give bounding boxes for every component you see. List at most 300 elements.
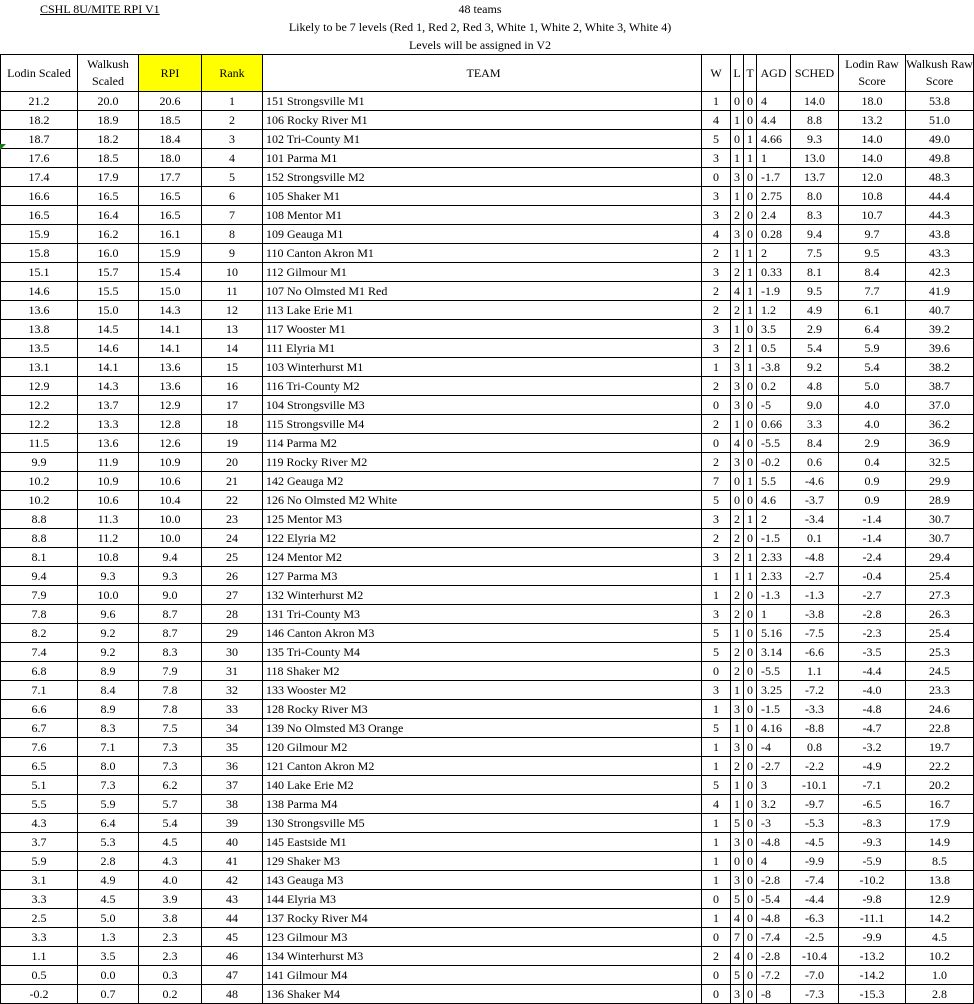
walkush-scaled-cell[interactable]: 18.5 (78, 149, 139, 168)
sched-cell[interactable]: -7.4 (791, 871, 839, 890)
wins-cell[interactable]: 5 (702, 643, 731, 662)
col-header-agd[interactable]: AGD (757, 55, 791, 92)
col-header-team[interactable]: TEAM (263, 55, 702, 92)
walkush-raw-cell[interactable]: 25.3 (906, 643, 974, 662)
rpi-cell[interactable]: 12.6 (139, 434, 202, 453)
ties-cell[interactable]: 0 (744, 814, 757, 833)
sched-cell[interactable]: 0.8 (791, 738, 839, 757)
lodin-scaled-cell[interactable]: 6.6 (1, 700, 78, 719)
rank-cell[interactable]: 28 (202, 605, 263, 624)
walkush-scaled-cell[interactable]: 13.3 (78, 415, 139, 434)
wins-cell[interactable]: 3 (702, 510, 731, 529)
walkush-raw-cell[interactable]: 20.2 (906, 776, 974, 795)
rank-cell[interactable]: 17 (202, 396, 263, 415)
sched-cell[interactable]: -3.3 (791, 700, 839, 719)
lodin-scaled-cell[interactable]: 9.9 (1, 453, 78, 472)
walkush-raw-cell[interactable]: 40.7 (906, 301, 974, 320)
losses-cell[interactable]: 1 (731, 111, 744, 130)
losses-cell[interactable]: 2 (731, 206, 744, 225)
agd-cell[interactable]: 4.4 (757, 111, 791, 130)
ties-cell[interactable]: 1 (744, 263, 757, 282)
lodin-scaled-cell[interactable]: 4.3 (1, 814, 78, 833)
walkush-raw-cell[interactable]: 4.5 (906, 928, 974, 947)
rank-cell[interactable]: 4 (202, 149, 263, 168)
lodin-scaled-cell[interactable]: 14.6 (1, 282, 78, 301)
col-header-sched[interactable]: SCHED (791, 55, 839, 92)
rpi-cell[interactable]: 15.9 (139, 244, 202, 263)
lodin-raw-cell[interactable]: -7.1 (839, 776, 906, 795)
team-cell[interactable]: 135 Tri-County M4 (263, 643, 702, 662)
team-cell[interactable]: 127 Parma M3 (263, 567, 702, 586)
lodin-raw-cell[interactable]: -2.7 (839, 586, 906, 605)
team-cell[interactable]: 114 Parma M2 (263, 434, 702, 453)
lodin-raw-cell[interactable]: -4.8 (839, 700, 906, 719)
wins-cell[interactable]: 3 (702, 149, 731, 168)
lodin-scaled-cell[interactable]: 1.1 (1, 947, 78, 966)
losses-cell[interactable]: 3 (731, 396, 744, 415)
rpi-cell[interactable]: 14.1 (139, 320, 202, 339)
agd-cell[interactable]: 4 (757, 852, 791, 871)
team-cell[interactable]: 140 Lake Erie M2 (263, 776, 702, 795)
lodin-raw-cell[interactable]: -2.8 (839, 605, 906, 624)
losses-cell[interactable]: 5 (731, 890, 744, 909)
walkush-raw-cell[interactable]: 13.8 (906, 871, 974, 890)
lodin-scaled-cell[interactable]: 21.2 (1, 92, 78, 111)
walkush-raw-cell[interactable]: 39.6 (906, 339, 974, 358)
sched-cell[interactable]: -2.2 (791, 757, 839, 776)
walkush-raw-cell[interactable]: 16.7 (906, 795, 974, 814)
wins-cell[interactable]: 7 (702, 472, 731, 491)
wins-cell[interactable]: 5 (702, 624, 731, 643)
lodin-scaled-cell[interactable]: 7.8 (1, 605, 78, 624)
team-cell[interactable]: 142 Geauga M2 (263, 472, 702, 491)
rank-cell[interactable]: 15 (202, 358, 263, 377)
wins-cell[interactable]: 1 (702, 871, 731, 890)
agd-cell[interactable]: 0.66 (757, 415, 791, 434)
wins-cell[interactable]: 1 (702, 567, 731, 586)
agd-cell[interactable]: 5.16 (757, 624, 791, 643)
rpi-cell[interactable]: 16.5 (139, 187, 202, 206)
walkush-scaled-cell[interactable]: 4.5 (78, 890, 139, 909)
walkush-raw-cell[interactable]: 36.2 (906, 415, 974, 434)
agd-cell[interactable]: 4.6 (757, 491, 791, 510)
sched-cell[interactable]: 8.3 (791, 206, 839, 225)
lodin-raw-cell[interactable]: -3.5 (839, 643, 906, 662)
wins-cell[interactable]: 0 (702, 890, 731, 909)
walkush-scaled-cell[interactable]: 6.4 (78, 814, 139, 833)
ties-cell[interactable]: 0 (744, 947, 757, 966)
ties-cell[interactable]: 1 (744, 358, 757, 377)
lodin-scaled-cell[interactable]: 3.7 (1, 833, 78, 852)
walkush-raw-cell[interactable]: 22.8 (906, 719, 974, 738)
losses-cell[interactable]: 2 (731, 643, 744, 662)
agd-cell[interactable]: -7.4 (757, 928, 791, 947)
rank-cell[interactable]: 23 (202, 510, 263, 529)
walkush-raw-cell[interactable]: 26.3 (906, 605, 974, 624)
sched-cell[interactable]: -4.4 (791, 890, 839, 909)
rpi-cell[interactable]: 15.0 (139, 282, 202, 301)
lodin-scaled-cell[interactable]: 7.1 (1, 681, 78, 700)
lodin-raw-cell[interactable]: 2.9 (839, 434, 906, 453)
lodin-raw-cell[interactable]: 6.1 (839, 301, 906, 320)
team-cell[interactable]: 138 Parma M4 (263, 795, 702, 814)
rank-cell[interactable]: 45 (202, 928, 263, 947)
sched-cell[interactable]: -7.0 (791, 966, 839, 985)
sched-cell[interactable]: -2.5 (791, 928, 839, 947)
rank-cell[interactable]: 41 (202, 852, 263, 871)
wins-cell[interactable]: 3 (702, 548, 731, 567)
rank-cell[interactable]: 6 (202, 187, 263, 206)
ties-cell[interactable]: 0 (744, 529, 757, 548)
lodin-scaled-cell[interactable]: 5.5 (1, 795, 78, 814)
rpi-cell[interactable]: 10.4 (139, 491, 202, 510)
lodin-raw-cell[interactable]: -10.2 (839, 871, 906, 890)
wins-cell[interactable]: 2 (702, 529, 731, 548)
agd-cell[interactable]: 2 (757, 244, 791, 263)
lodin-raw-cell[interactable]: -5.9 (839, 852, 906, 871)
agd-cell[interactable]: -1.5 (757, 700, 791, 719)
ties-cell[interactable]: 0 (744, 187, 757, 206)
walkush-scaled-cell[interactable]: 0.7 (78, 985, 139, 1004)
walkush-raw-cell[interactable]: 43.8 (906, 225, 974, 244)
rank-cell[interactable]: 43 (202, 890, 263, 909)
lodin-raw-cell[interactable]: 10.7 (839, 206, 906, 225)
team-cell[interactable]: 146 Canton Akron M3 (263, 624, 702, 643)
rpi-cell[interactable]: 16.1 (139, 225, 202, 244)
wins-cell[interactable]: 5 (702, 130, 731, 149)
ties-cell[interactable]: 0 (744, 586, 757, 605)
lodin-raw-cell[interactable]: -2.3 (839, 624, 906, 643)
ties-cell[interactable]: 0 (744, 377, 757, 396)
walkush-scaled-cell[interactable]: 16.0 (78, 244, 139, 263)
lodin-scaled-cell[interactable]: 2.5 (1, 909, 78, 928)
rpi-cell[interactable]: 7.9 (139, 662, 202, 681)
agd-cell[interactable]: -5 (757, 396, 791, 415)
agd-cell[interactable]: 4 (757, 92, 791, 111)
agd-cell[interactable]: -1.7 (757, 168, 791, 187)
walkush-raw-cell[interactable]: 14.2 (906, 909, 974, 928)
rank-cell[interactable]: 9 (202, 244, 263, 263)
lodin-scaled-cell[interactable]: 6.7 (1, 719, 78, 738)
walkush-scaled-cell[interactable]: 20.0 (78, 92, 139, 111)
wins-cell[interactable]: 2 (702, 453, 731, 472)
rpi-cell[interactable]: 20.6 (139, 92, 202, 111)
losses-cell[interactable]: 1 (731, 415, 744, 434)
team-cell[interactable]: 120 Gilmour M2 (263, 738, 702, 757)
walkush-scaled-cell[interactable]: 16.2 (78, 225, 139, 244)
losses-cell[interactable]: 1 (731, 187, 744, 206)
lodin-scaled-cell[interactable]: 8.2 (1, 624, 78, 643)
wins-cell[interactable]: 1 (702, 738, 731, 757)
walkush-scaled-cell[interactable]: 9.2 (78, 643, 139, 662)
rank-cell[interactable]: 14 (202, 339, 263, 358)
walkush-scaled-cell[interactable]: 18.2 (78, 130, 139, 149)
rank-cell[interactable]: 3 (202, 130, 263, 149)
sched-cell[interactable]: 13.0 (791, 149, 839, 168)
rpi-cell[interactable]: 17.7 (139, 168, 202, 187)
lodin-scaled-cell[interactable]: 8.8 (1, 529, 78, 548)
sched-cell[interactable]: -8.8 (791, 719, 839, 738)
sched-cell[interactable]: -7.3 (791, 985, 839, 1004)
walkush-scaled-cell[interactable]: 8.9 (78, 662, 139, 681)
sched-cell[interactable]: 7.5 (791, 244, 839, 263)
team-cell[interactable]: 131 Tri-County M3 (263, 605, 702, 624)
ties-cell[interactable]: 0 (744, 111, 757, 130)
rank-cell[interactable]: 20 (202, 453, 263, 472)
sched-cell[interactable]: 8.4 (791, 434, 839, 453)
col-header-walkush-scaled[interactable]: Walkush Scaled (78, 55, 139, 92)
agd-cell[interactable]: -2.8 (757, 947, 791, 966)
lodin-scaled-cell[interactable]: 15.1 (1, 263, 78, 282)
team-cell[interactable]: 104 Strongsville M3 (263, 396, 702, 415)
lodin-scaled-cell[interactable]: 7.4 (1, 643, 78, 662)
rpi-cell[interactable]: 7.8 (139, 700, 202, 719)
lodin-raw-cell[interactable]: -4.0 (839, 681, 906, 700)
walkush-scaled-cell[interactable]: 11.9 (78, 453, 139, 472)
walkush-raw-cell[interactable]: 49.0 (906, 130, 974, 149)
team-cell[interactable]: 113 Lake Erie M1 (263, 301, 702, 320)
wins-cell[interactable]: 2 (702, 377, 731, 396)
rank-cell[interactable]: 44 (202, 909, 263, 928)
walkush-raw-cell[interactable]: 24.5 (906, 662, 974, 681)
lodin-raw-cell[interactable]: -9.8 (839, 890, 906, 909)
ties-cell[interactable]: 1 (744, 149, 757, 168)
rpi-cell[interactable]: 8.7 (139, 624, 202, 643)
ties-cell[interactable]: 1 (744, 339, 757, 358)
agd-cell[interactable]: 0.28 (757, 225, 791, 244)
rank-cell[interactable]: 40 (202, 833, 263, 852)
walkush-raw-cell[interactable]: 14.9 (906, 833, 974, 852)
rank-cell[interactable]: 39 (202, 814, 263, 833)
agd-cell[interactable]: -1.3 (757, 586, 791, 605)
walkush-scaled-cell[interactable]: 5.9 (78, 795, 139, 814)
rank-cell[interactable]: 26 (202, 567, 263, 586)
walkush-scaled-cell[interactable]: 8.4 (78, 681, 139, 700)
losses-cell[interactable]: 3 (731, 453, 744, 472)
wins-cell[interactable]: 1 (702, 700, 731, 719)
rpi-cell[interactable]: 14.3 (139, 301, 202, 320)
rpi-cell[interactable]: 4.0 (139, 871, 202, 890)
ties-cell[interactable]: 0 (744, 415, 757, 434)
wins-cell[interactable]: 1 (702, 358, 731, 377)
agd-cell[interactable]: 3 (757, 776, 791, 795)
sched-cell[interactable]: 4.8 (791, 377, 839, 396)
rank-cell[interactable]: 24 (202, 529, 263, 548)
wins-cell[interactable]: 2 (702, 282, 731, 301)
walkush-raw-cell[interactable]: 27.3 (906, 586, 974, 605)
sched-cell[interactable]: -2.7 (791, 567, 839, 586)
wins-cell[interactable]: 0 (702, 168, 731, 187)
lodin-raw-cell[interactable]: -0.4 (839, 567, 906, 586)
agd-cell[interactable]: -7.2 (757, 966, 791, 985)
agd-cell[interactable]: -8 (757, 985, 791, 1004)
rank-cell[interactable]: 27 (202, 586, 263, 605)
wins-cell[interactable]: 3 (702, 681, 731, 700)
lodin-scaled-cell[interactable]: 16.6 (1, 187, 78, 206)
lodin-scaled-cell[interactable]: 15.9 (1, 225, 78, 244)
walkush-raw-cell[interactable]: 10.2 (906, 947, 974, 966)
rank-cell[interactable]: 13 (202, 320, 263, 339)
team-cell[interactable]: 124 Mentor M2 (263, 548, 702, 567)
walkush-scaled-cell[interactable]: 11.3 (78, 510, 139, 529)
col-header-lodin-scaled[interactable]: Lodin Scaled (1, 55, 78, 92)
sched-cell[interactable]: -6.3 (791, 909, 839, 928)
wins-cell[interactable]: 4 (702, 225, 731, 244)
col-header-lodin-raw[interactable]: Lodin Raw Score (839, 55, 906, 92)
wins-cell[interactable]: 1 (702, 814, 731, 833)
sched-cell[interactable]: -1.3 (791, 586, 839, 605)
losses-cell[interactable]: 3 (731, 700, 744, 719)
losses-cell[interactable]: 0 (731, 92, 744, 111)
walkush-raw-cell[interactable]: 19.7 (906, 738, 974, 757)
team-cell[interactable]: 128 Rocky River M3 (263, 700, 702, 719)
sched-cell[interactable]: 14.0 (791, 92, 839, 111)
rpi-cell[interactable]: 7.3 (139, 757, 202, 776)
lodin-raw-cell[interactable]: 0.9 (839, 491, 906, 510)
rpi-cell[interactable]: 13.6 (139, 358, 202, 377)
lodin-scaled-cell[interactable]: 12.2 (1, 415, 78, 434)
agd-cell[interactable]: 0.33 (757, 263, 791, 282)
sched-cell[interactable]: 2.9 (791, 320, 839, 339)
sched-cell[interactable]: 1.1 (791, 662, 839, 681)
lodin-raw-cell[interactable]: -14.2 (839, 966, 906, 985)
ties-cell[interactable]: 1 (744, 510, 757, 529)
sched-cell[interactable]: -10.1 (791, 776, 839, 795)
agd-cell[interactable]: -4 (757, 738, 791, 757)
ties-cell[interactable]: 0 (744, 871, 757, 890)
agd-cell[interactable]: 4.66 (757, 130, 791, 149)
team-cell[interactable]: 151 Strongsville M1 (263, 92, 702, 111)
walkush-raw-cell[interactable]: 36.9 (906, 434, 974, 453)
walkush-raw-cell[interactable]: 49.8 (906, 149, 974, 168)
losses-cell[interactable]: 1 (731, 244, 744, 263)
team-cell[interactable]: 130 Strongsville M5 (263, 814, 702, 833)
rank-cell[interactable]: 12 (202, 301, 263, 320)
team-cell[interactable]: 103 Winterhurst M1 (263, 358, 702, 377)
sched-cell[interactable]: 8.0 (791, 187, 839, 206)
wins-cell[interactable]: 2 (702, 301, 731, 320)
walkush-raw-cell[interactable]: 53.8 (906, 92, 974, 111)
rpi-cell[interactable]: 10.9 (139, 453, 202, 472)
walkush-raw-cell[interactable]: 42.3 (906, 263, 974, 282)
sched-cell[interactable]: -7.5 (791, 624, 839, 643)
walkush-scaled-cell[interactable]: 0.0 (78, 966, 139, 985)
agd-cell[interactable]: -4.8 (757, 909, 791, 928)
lodin-scaled-cell[interactable]: 10.2 (1, 491, 78, 510)
wins-cell[interactable]: 1 (702, 909, 731, 928)
wins-cell[interactable]: 0 (702, 928, 731, 947)
rank-cell[interactable]: 19 (202, 434, 263, 453)
rank-cell[interactable]: 38 (202, 795, 263, 814)
lodin-raw-cell[interactable]: 0.9 (839, 472, 906, 491)
losses-cell[interactable]: 2 (731, 510, 744, 529)
walkush-raw-cell[interactable]: 44.3 (906, 206, 974, 225)
rpi-cell[interactable]: 7.8 (139, 681, 202, 700)
walkush-scaled-cell[interactable]: 2.8 (78, 852, 139, 871)
team-cell[interactable]: 125 Mentor M3 (263, 510, 702, 529)
walkush-scaled-cell[interactable]: 3.5 (78, 947, 139, 966)
wins-cell[interactable]: 1 (702, 833, 731, 852)
agd-cell[interactable]: 0.2 (757, 377, 791, 396)
rpi-cell[interactable]: 5.7 (139, 795, 202, 814)
lodin-raw-cell[interactable]: 8.4 (839, 263, 906, 282)
walkush-raw-cell[interactable]: 8.5 (906, 852, 974, 871)
walkush-raw-cell[interactable]: 25.4 (906, 567, 974, 586)
team-cell[interactable]: 101 Parma M1 (263, 149, 702, 168)
losses-cell[interactable]: 0 (731, 852, 744, 871)
rank-cell[interactable]: 10 (202, 263, 263, 282)
lodin-raw-cell[interactable]: 18.0 (839, 92, 906, 111)
ties-cell[interactable]: 0 (744, 776, 757, 795)
sched-cell[interactable]: 9.5 (791, 282, 839, 301)
rpi-cell[interactable]: 4.5 (139, 833, 202, 852)
wins-cell[interactable]: 0 (702, 966, 731, 985)
walkush-scaled-cell[interactable]: 1.3 (78, 928, 139, 947)
lodin-raw-cell[interactable]: -9.9 (839, 928, 906, 947)
ties-cell[interactable]: 0 (744, 206, 757, 225)
wins-cell[interactable]: 3 (702, 263, 731, 282)
losses-cell[interactable]: 3 (731, 168, 744, 187)
sched-cell[interactable]: -4.5 (791, 833, 839, 852)
ties-cell[interactable]: 1 (744, 548, 757, 567)
walkush-scaled-cell[interactable]: 7.3 (78, 776, 139, 795)
lodin-raw-cell[interactable]: -3.2 (839, 738, 906, 757)
losses-cell[interactable]: 1 (731, 567, 744, 586)
wins-cell[interactable]: 0 (702, 662, 731, 681)
lodin-raw-cell[interactable]: -6.5 (839, 795, 906, 814)
losses-cell[interactable]: 3 (731, 833, 744, 852)
walkush-scaled-cell[interactable]: 8.3 (78, 719, 139, 738)
walkush-scaled-cell[interactable]: 15.7 (78, 263, 139, 282)
ties-cell[interactable]: 0 (744, 643, 757, 662)
agd-cell[interactable]: -2.8 (757, 871, 791, 890)
col-header-walkush-raw[interactable]: Walkush Raw Score (906, 55, 974, 92)
ties-cell[interactable]: 0 (744, 757, 757, 776)
rank-cell[interactable]: 11 (202, 282, 263, 301)
walkush-scaled-cell[interactable]: 14.3 (78, 377, 139, 396)
walkush-raw-cell[interactable]: 48.3 (906, 168, 974, 187)
agd-cell[interactable]: 4.16 (757, 719, 791, 738)
rank-cell[interactable]: 7 (202, 206, 263, 225)
rank-cell[interactable]: 37 (202, 776, 263, 795)
agd-cell[interactable]: -1.9 (757, 282, 791, 301)
wins-cell[interactable]: 5 (702, 719, 731, 738)
rpi-cell[interactable]: 8.3 (139, 643, 202, 662)
agd-cell[interactable]: 2.33 (757, 567, 791, 586)
team-cell[interactable]: 112 Gilmour M1 (263, 263, 702, 282)
losses-cell[interactable]: 1 (731, 320, 744, 339)
rpi-cell[interactable]: 9.0 (139, 586, 202, 605)
rank-cell[interactable]: 42 (202, 871, 263, 890)
lodin-raw-cell[interactable]: 5.9 (839, 339, 906, 358)
ties-cell[interactable]: 0 (744, 434, 757, 453)
sched-cell[interactable]: -3.4 (791, 510, 839, 529)
ties-cell[interactable]: 0 (744, 966, 757, 985)
rank-cell[interactable]: 1 (202, 92, 263, 111)
walkush-raw-cell[interactable]: 29.9 (906, 472, 974, 491)
rank-cell[interactable]: 35 (202, 738, 263, 757)
walkush-scaled-cell[interactable]: 9.6 (78, 605, 139, 624)
losses-cell[interactable]: 4 (731, 909, 744, 928)
lodin-raw-cell[interactable]: 9.7 (839, 225, 906, 244)
rpi-cell[interactable]: 10.0 (139, 510, 202, 529)
sched-cell[interactable]: -10.4 (791, 947, 839, 966)
sched-cell[interactable]: -6.6 (791, 643, 839, 662)
losses-cell[interactable]: 0 (731, 491, 744, 510)
rpi-cell[interactable]: 5.4 (139, 814, 202, 833)
rpi-cell[interactable]: 10.6 (139, 472, 202, 491)
rpi-cell[interactable]: 2.3 (139, 928, 202, 947)
